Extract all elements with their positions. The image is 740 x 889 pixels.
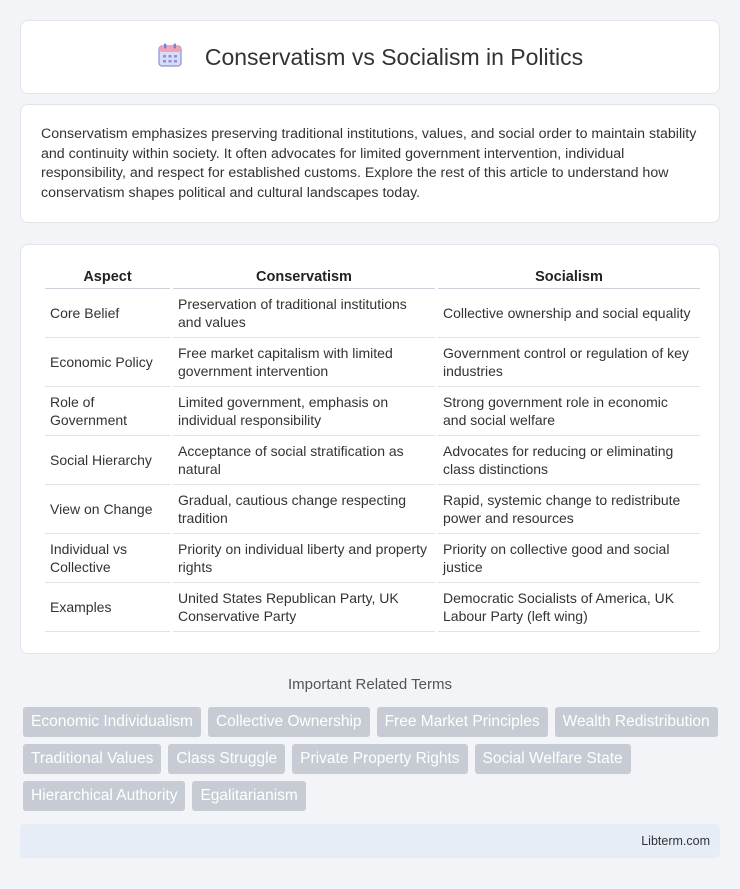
socialism-cell: Government control or regulation of key industries bbox=[438, 338, 700, 387]
socialism-cell: Priority on collective good and social justice bbox=[438, 534, 700, 583]
calendar-icon bbox=[157, 42, 183, 73]
table-row bbox=[45, 485, 700, 534]
header-conservatism: Conservatism bbox=[173, 265, 435, 289]
comparison-table-card bbox=[20, 244, 720, 654]
related-term-tag[interactable]: Wealth Redistribution bbox=[555, 707, 718, 737]
related-terms-title: Important Related Terms bbox=[288, 676, 452, 693]
aspect-cell: Examples bbox=[45, 583, 170, 632]
comparison-table bbox=[42, 265, 703, 632]
related-term-tag[interactable]: Class Struggle bbox=[168, 744, 285, 774]
socialism-cell: Strong government role in economic and social welfare bbox=[438, 387, 700, 436]
aspect-cell: View on Change bbox=[45, 485, 170, 534]
table-row bbox=[45, 387, 700, 436]
related-term-tag[interactable]: Social Welfare State bbox=[475, 744, 631, 774]
intro-text: Conservatism emphasizes preserving traditional institutions, values, and social order to maintain stability and continuity within society. It often advocates for limited government intervention, individual responsibility, and respect for established customs. Explore the rest of this article to understand how conservatism shapes political and cultural landscapes today. bbox=[41, 126, 697, 201]
aspect-cell: Individual vs Collective bbox=[45, 534, 170, 583]
conservatism-cell: Preservation of traditional institutions and values bbox=[173, 289, 435, 338]
table-row bbox=[45, 534, 700, 583]
related-term-tag[interactable]: Egalitarianism bbox=[192, 781, 305, 811]
conservatism-cell: Acceptance of social stratification as natural bbox=[173, 436, 435, 485]
related-term-tag[interactable]: Traditional Values bbox=[23, 744, 161, 774]
footer-site-link[interactable]: Libterm.com bbox=[641, 834, 710, 848]
socialism-cell: Advocates for reducing or eliminating class distinctions bbox=[438, 436, 700, 485]
related-terms-list bbox=[23, 707, 723, 811]
table-row bbox=[45, 583, 700, 632]
socialism-cell: Collective ownership and social equality bbox=[438, 289, 700, 338]
aspect-cell: Role of Government bbox=[45, 387, 170, 436]
related-term-tag[interactable]: Collective Ownership bbox=[208, 707, 370, 737]
conservatism-cell: Priority on individual liberty and property rights bbox=[173, 534, 435, 583]
related-term-tag[interactable]: Economic Individualism bbox=[23, 707, 201, 737]
header-socialism: Socialism bbox=[438, 265, 700, 289]
intro-card bbox=[20, 104, 720, 223]
header-aspect: Aspect bbox=[45, 265, 170, 289]
related-term-tag[interactable]: Hierarchical Authority bbox=[23, 781, 185, 811]
related-term-tag[interactable]: Private Property Rights bbox=[292, 744, 467, 774]
footer bbox=[20, 824, 720, 858]
socialism-cell: Democratic Socialists of America, UK Labour Party (left wing) bbox=[438, 583, 700, 632]
table-header-row bbox=[45, 265, 700, 289]
conservatism-cell: Free market capitalism with limited government intervention bbox=[173, 338, 435, 387]
aspect-cell: Core Belief bbox=[45, 289, 170, 338]
conservatism-cell: United States Republican Party, UK Conservative Party bbox=[173, 583, 435, 632]
conservatism-cell: Gradual, cautious change respecting tradition bbox=[173, 485, 435, 534]
socialism-cell: Rapid, systemic change to redistribute power and resources bbox=[438, 485, 700, 534]
table-row bbox=[45, 436, 700, 485]
table-row bbox=[45, 289, 700, 338]
aspect-cell: Social Hierarchy bbox=[45, 436, 170, 485]
conservatism-cell: Limited government, emphasis on individual responsibility bbox=[173, 387, 435, 436]
aspect-cell: Economic Policy bbox=[45, 338, 170, 387]
page-title: Conservatism vs Socialism in Politics bbox=[204, 43, 584, 70]
table-row bbox=[45, 338, 700, 387]
related-term-tag[interactable]: Free Market Principles bbox=[377, 707, 548, 737]
header-card bbox=[20, 20, 720, 94]
